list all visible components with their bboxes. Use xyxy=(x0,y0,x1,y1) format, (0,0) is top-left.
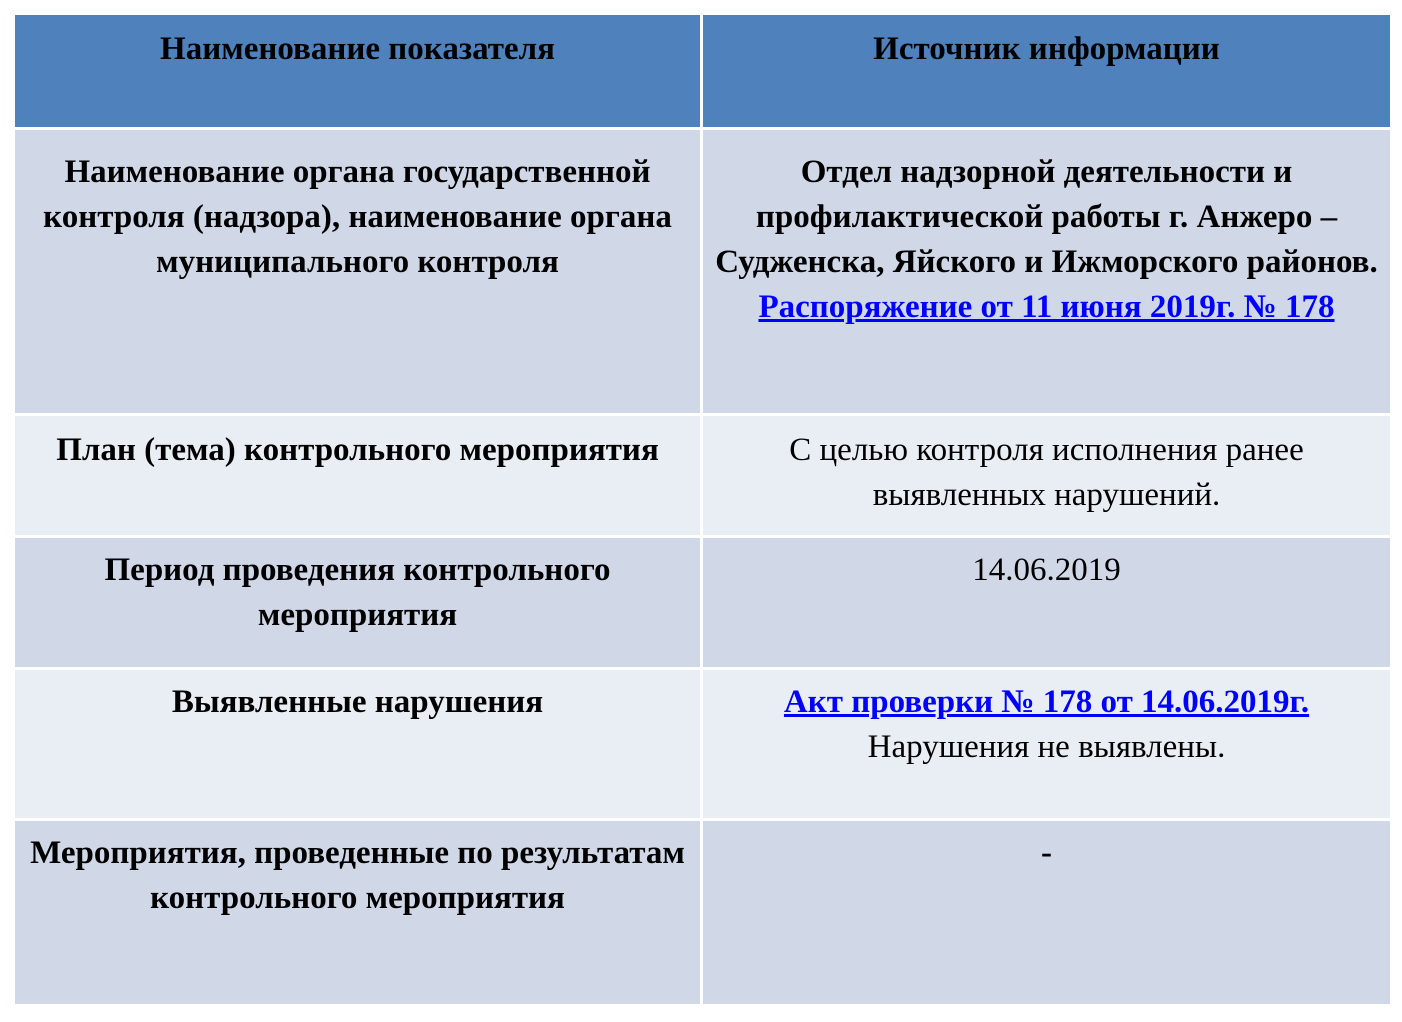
row-label-control-body: Наименование органа государственной контроля (надзора), наименование органа муниципального контроля xyxy=(14,129,702,415)
table-row xyxy=(14,415,1392,537)
table-row xyxy=(14,669,1392,820)
row-value-period xyxy=(702,537,1392,669)
row-value-plan-topic xyxy=(702,415,1392,537)
info-table xyxy=(12,12,1393,1007)
period-date: 14.06.2019 xyxy=(972,552,1121,588)
header-indicator-name: Наименование показателя xyxy=(14,14,702,129)
row-label-plan-topic: План (тема) контрольного мероприятия xyxy=(14,415,702,537)
table-row xyxy=(14,820,1392,1006)
info-table-container xyxy=(12,12,1390,1007)
order-link[interactable]: Распоряжение от 11 июня 2019г. № 178 xyxy=(758,289,1335,325)
table-row xyxy=(14,129,1392,415)
measures-text: - xyxy=(1041,835,1052,871)
control-body-name: Отдел надзорной деятельности и профилактической работы г. Анжеро – Судженска, Яйского и Ижморского районов. xyxy=(715,154,1378,280)
table-header-row xyxy=(14,14,1392,129)
row-label-measures: Мероприятия, проведенные по результатам контрольного мероприятия xyxy=(14,820,702,1006)
row-label-violations: Выявленные нарушения xyxy=(14,669,702,820)
violations-text: Нарушения не выявлены. xyxy=(867,729,1226,765)
row-label-period: Период проведения контрольного мероприятия xyxy=(14,537,702,669)
row-value-violations xyxy=(702,669,1392,820)
header-info-source: Источник информации xyxy=(702,14,1392,129)
plan-topic-text: С целью контроля исполнения ранее выявленных нарушений. xyxy=(789,432,1304,513)
row-value-control-body xyxy=(702,129,1392,415)
row-value-measures xyxy=(702,820,1392,1006)
table-row xyxy=(14,537,1392,669)
inspection-act-link[interactable]: Акт проверки № 178 от 14.06.2019г. xyxy=(783,684,1310,720)
